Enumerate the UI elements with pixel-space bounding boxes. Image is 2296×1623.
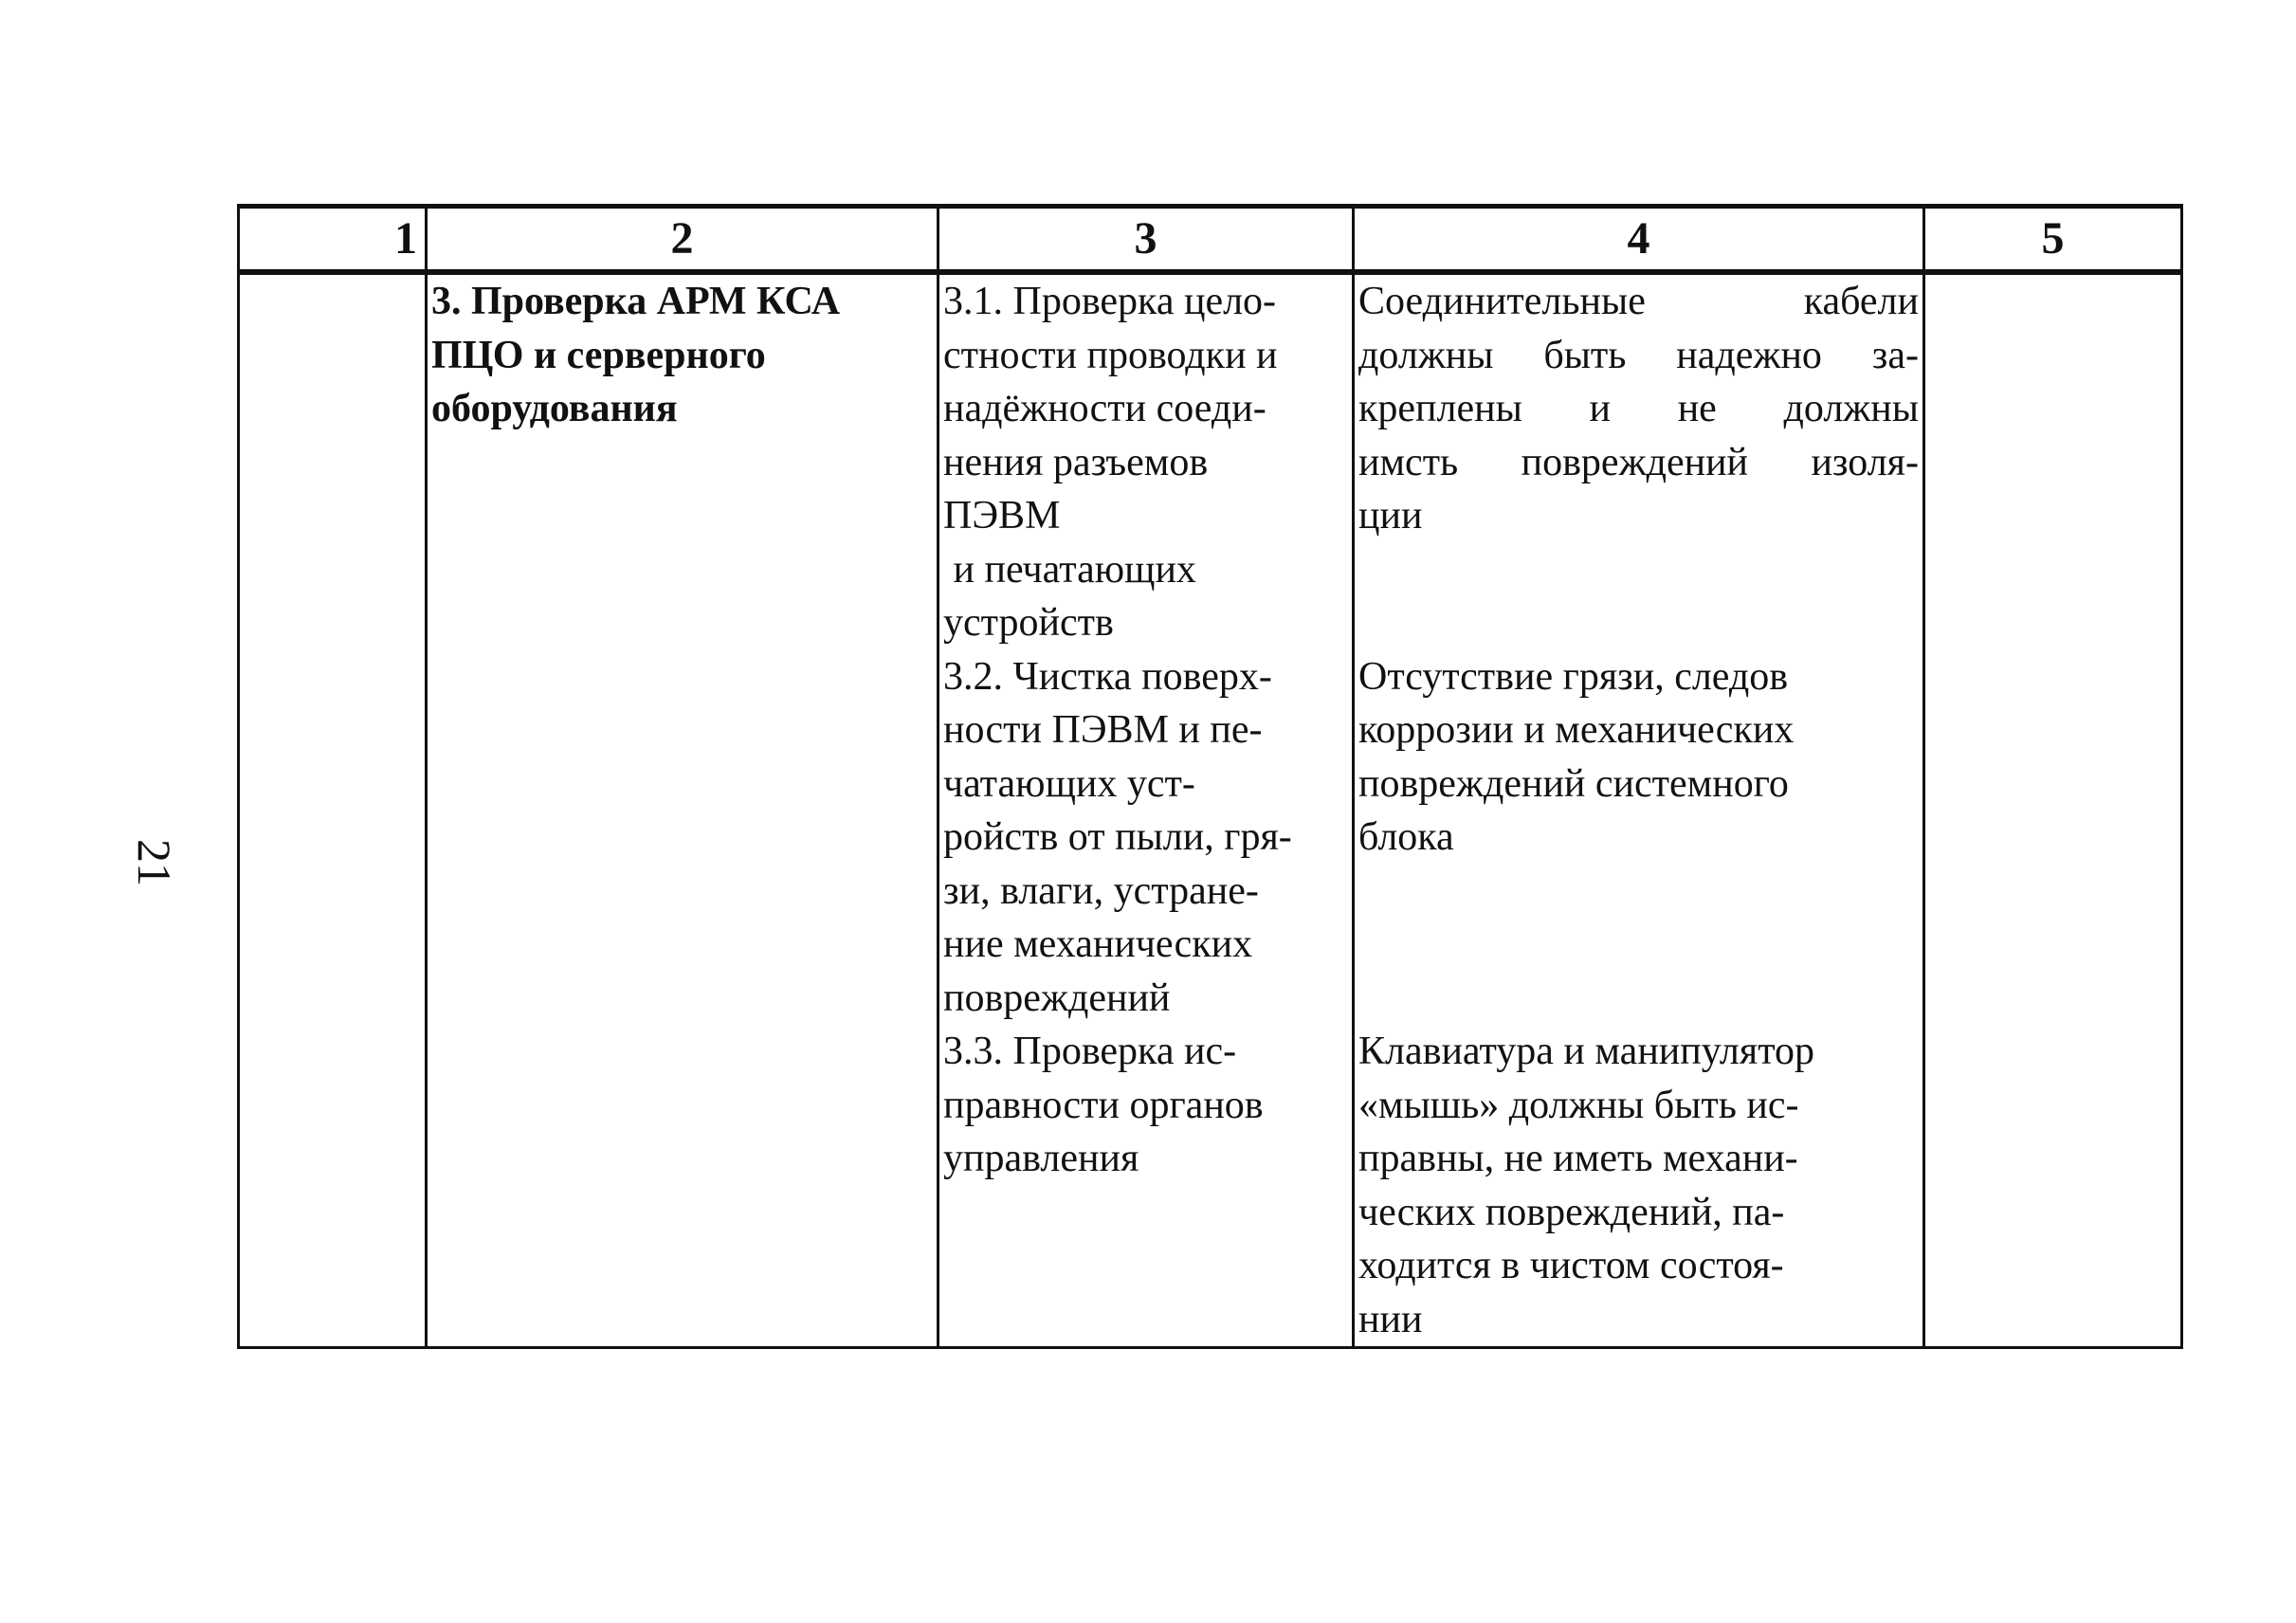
text-line: повреждений системного (1358, 761, 1789, 806)
text-line: управления (943, 1137, 1139, 1180)
text-line: 3.3. Проверка ис- (943, 1030, 1237, 1073)
cell-col-2 (427, 272, 938, 1348)
spacer (1358, 972, 1919, 1026)
text-line: чатающих уст- (943, 761, 1195, 806)
text-line: ройств от пыли, гря- (943, 815, 1292, 859)
header-col-4: 4 (1354, 207, 1924, 273)
text-line: Клавиатура и манипулятор (1358, 1030, 1814, 1073)
word: должны (1358, 333, 1494, 377)
text-line: правны, не иметь механи- (1358, 1137, 1798, 1180)
table-row (239, 272, 2182, 1348)
word: имсть (1358, 440, 1459, 484)
cell-col-4 (1354, 272, 1924, 1348)
text-line: ние механических (943, 922, 1253, 966)
text-line: и печатающих (943, 547, 1196, 592)
text-line (1358, 275, 1919, 329)
word: быть (1543, 333, 1627, 377)
word: изоля- (1811, 440, 1919, 484)
word: кабели (1803, 280, 1919, 323)
text-line: стности проводки и (943, 333, 1278, 377)
text-line: 3.1. Проверка цело- (943, 280, 1277, 323)
text-line: правности органов (943, 1083, 1264, 1127)
header-col-1: 1 (239, 207, 427, 273)
section-title-line: ПЦО и серверного (431, 333, 766, 377)
text-line: «мышь» должны быть ис- (1358, 1083, 1799, 1127)
word: за- (1871, 333, 1919, 377)
work-item-3-3 (939, 1025, 1352, 1186)
word: должны (1783, 387, 1919, 430)
text-line: надёжности соеди- (943, 387, 1266, 430)
text-line: устройств (943, 601, 1114, 645)
text-line (1358, 329, 1919, 383)
spacer (1358, 918, 1919, 972)
header-col-5: 5 (1924, 207, 2182, 273)
section-title-line: 3. Проверка АРМ КСА (431, 280, 841, 323)
text-line: нения разъемов (943, 440, 1209, 484)
header-col-3: 3 (938, 207, 1354, 273)
table-header-row (239, 207, 2182, 273)
word: и (1589, 387, 1611, 430)
text-line: ПЭВМ (943, 494, 1061, 538)
header-col-2: 2 (427, 207, 938, 273)
cell-col-1 (239, 272, 427, 1348)
cell-col-5 (1924, 272, 2182, 1348)
text-line: блока (1358, 815, 1454, 859)
word: креплены (1358, 387, 1522, 430)
text-line: коррозии и механических (1358, 708, 1795, 752)
spacer (1358, 865, 1919, 919)
word: повреждений (1521, 440, 1749, 484)
text-line (1358, 436, 1919, 490)
spacer (1358, 543, 1919, 597)
text-line: Отсутствие грязи, следов (1358, 654, 1789, 699)
text-line: 3.2. Чистка поверх- (943, 654, 1272, 699)
page-number: 21 (128, 839, 181, 886)
work-item-3-2 (939, 650, 1352, 1026)
maintenance-table (237, 204, 2183, 1349)
section-title (428, 275, 937, 436)
requirement-3-2 (1355, 650, 1922, 1026)
work-item-3-1 (939, 275, 1352, 650)
word: Соединительные (1358, 280, 1646, 323)
text-line: повреждений (943, 976, 1171, 1020)
spacer (1358, 596, 1919, 650)
cell-col-3 (938, 272, 1354, 1348)
text-line: зи, влаги, устране- (943, 868, 1259, 913)
text-line: ции (1358, 494, 1423, 538)
word: надежно (1676, 333, 1822, 377)
text-line (1358, 382, 1919, 436)
text-line: ности ПЭВМ и пе- (943, 708, 1263, 752)
requirement-3-3 (1355, 1025, 1922, 1346)
section-title-line: оборудования (431, 387, 678, 430)
text-line: ходится в чистом состоя- (1358, 1244, 1784, 1287)
word: не (1677, 387, 1717, 430)
requirement-3-1 (1355, 275, 1922, 650)
text-line: нии (1358, 1297, 1423, 1341)
text-line: ческих повреждений, па- (1358, 1190, 1785, 1234)
